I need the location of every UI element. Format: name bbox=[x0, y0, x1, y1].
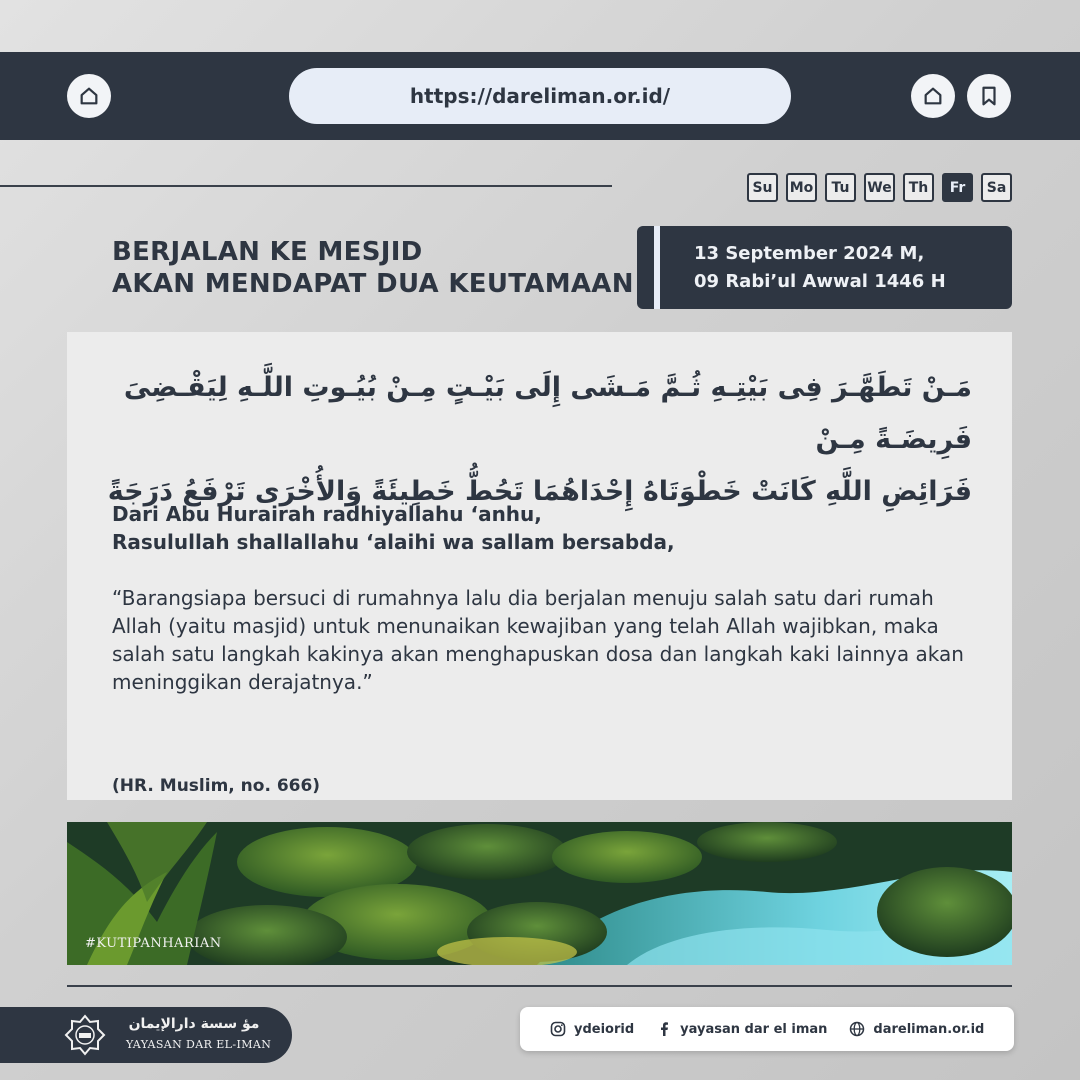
narrator-text bbox=[112, 500, 675, 556]
website-url: dareliman.or.id bbox=[873, 1021, 985, 1037]
home-button-right[interactable] bbox=[911, 74, 955, 118]
translation-text: “Barangsiapa bersuci di rumahnya lalu dia berjalan menuju salah satu dari rumah Allah (yaitu masjid) untuk menunaikan kewajiban yang telah Allah wajibkan, maka salah satu langkah kakinya akan menghapuskan dosa dan langkah kaki lainnya akan meninggikan derajatnya.” bbox=[112, 586, 964, 694]
day-th[interactable]: Th bbox=[903, 173, 934, 202]
home-icon bbox=[922, 85, 944, 107]
date-gregorian: 13 September 2024 M, bbox=[694, 243, 925, 264]
logo-latin-name: YAYASAN DAR EL-IMAN bbox=[126, 1038, 272, 1051]
browser-toolbar bbox=[0, 52, 1080, 140]
instagram-icon bbox=[550, 1021, 566, 1037]
day-mo[interactable]: Mo bbox=[786, 173, 817, 202]
day-sa[interactable]: Sa bbox=[981, 173, 1012, 202]
facebook-link[interactable] bbox=[656, 1021, 827, 1037]
day-tu[interactable]: Tu bbox=[825, 173, 856, 202]
home-button[interactable] bbox=[67, 74, 111, 118]
home-icon bbox=[78, 85, 100, 107]
organization-logo bbox=[0, 1007, 292, 1063]
nature-banner-image bbox=[67, 822, 1012, 965]
title-line-2: AKAN MENDAPAT DUA KEUTAMAAN bbox=[112, 269, 634, 299]
narrator-line-1: Dari Abu Hurairah radhiyallahu ‘anhu, bbox=[112, 502, 542, 526]
url-field[interactable]: https://dareliman.or.id/ bbox=[289, 68, 791, 124]
arabic-text bbox=[107, 362, 972, 518]
bookmark-button[interactable] bbox=[967, 74, 1011, 118]
date-hijri: 09 Rabi’ul Awwal 1446 H bbox=[694, 271, 946, 292]
footer-divider bbox=[67, 985, 1012, 987]
date-card bbox=[637, 226, 1012, 309]
hadith-source: (HR. Muslim, no. 666) bbox=[112, 776, 321, 796]
hashtag-label: #KUTIPANHARIAN bbox=[85, 936, 222, 951]
hadith-card bbox=[67, 332, 1012, 800]
title-line-1: BERJALAN KE MESJID bbox=[112, 237, 423, 267]
bookmark-icon bbox=[978, 85, 1000, 107]
facebook-icon bbox=[656, 1021, 672, 1037]
arabic-line-2: فَرَائِضِ اللَّهِ كَانَتْ خَطْوَتَاهُ إِحْدَاهُمَا تَحُطُّ خَطِيئَةً وَالأُخْرَى تَرْفَعُ دَرَجَةً bbox=[107, 476, 972, 507]
day-su[interactable]: Su bbox=[747, 173, 778, 202]
instagram-handle: ydeiorid bbox=[574, 1021, 635, 1037]
foundation-emblem-icon bbox=[64, 1014, 106, 1056]
globe-icon bbox=[849, 1021, 865, 1037]
day-we[interactable]: We bbox=[864, 173, 895, 202]
page-title bbox=[112, 236, 634, 300]
day-fr[interactable]: Fr bbox=[942, 173, 973, 202]
instagram-link[interactable] bbox=[550, 1021, 634, 1037]
facebook-handle: yayasan dar el iman bbox=[680, 1021, 828, 1037]
social-links bbox=[520, 1007, 1014, 1051]
date-card-accent bbox=[654, 226, 660, 309]
arabic-line-1: مَـنْ تَطَهَّـرَ فِى بَيْتِـهِ ثُـمَّ مَـشَى إِلَى بَيْـتٍ مِـنْ بُيُـوتِ اللَّـهِ لِيَقْـضِىَ فَرِيضَـةً مِـنْ bbox=[123, 372, 972, 455]
day-selector bbox=[747, 173, 1012, 202]
narrator-line-2: Rasulullah shallallahu ‘alaihi wa sallam bersabda, bbox=[112, 530, 675, 554]
website-link[interactable] bbox=[849, 1021, 984, 1037]
header-divider bbox=[0, 185, 612, 187]
logo-arabic-name: مؤ سسة دارالإيمان bbox=[128, 1016, 260, 1032]
